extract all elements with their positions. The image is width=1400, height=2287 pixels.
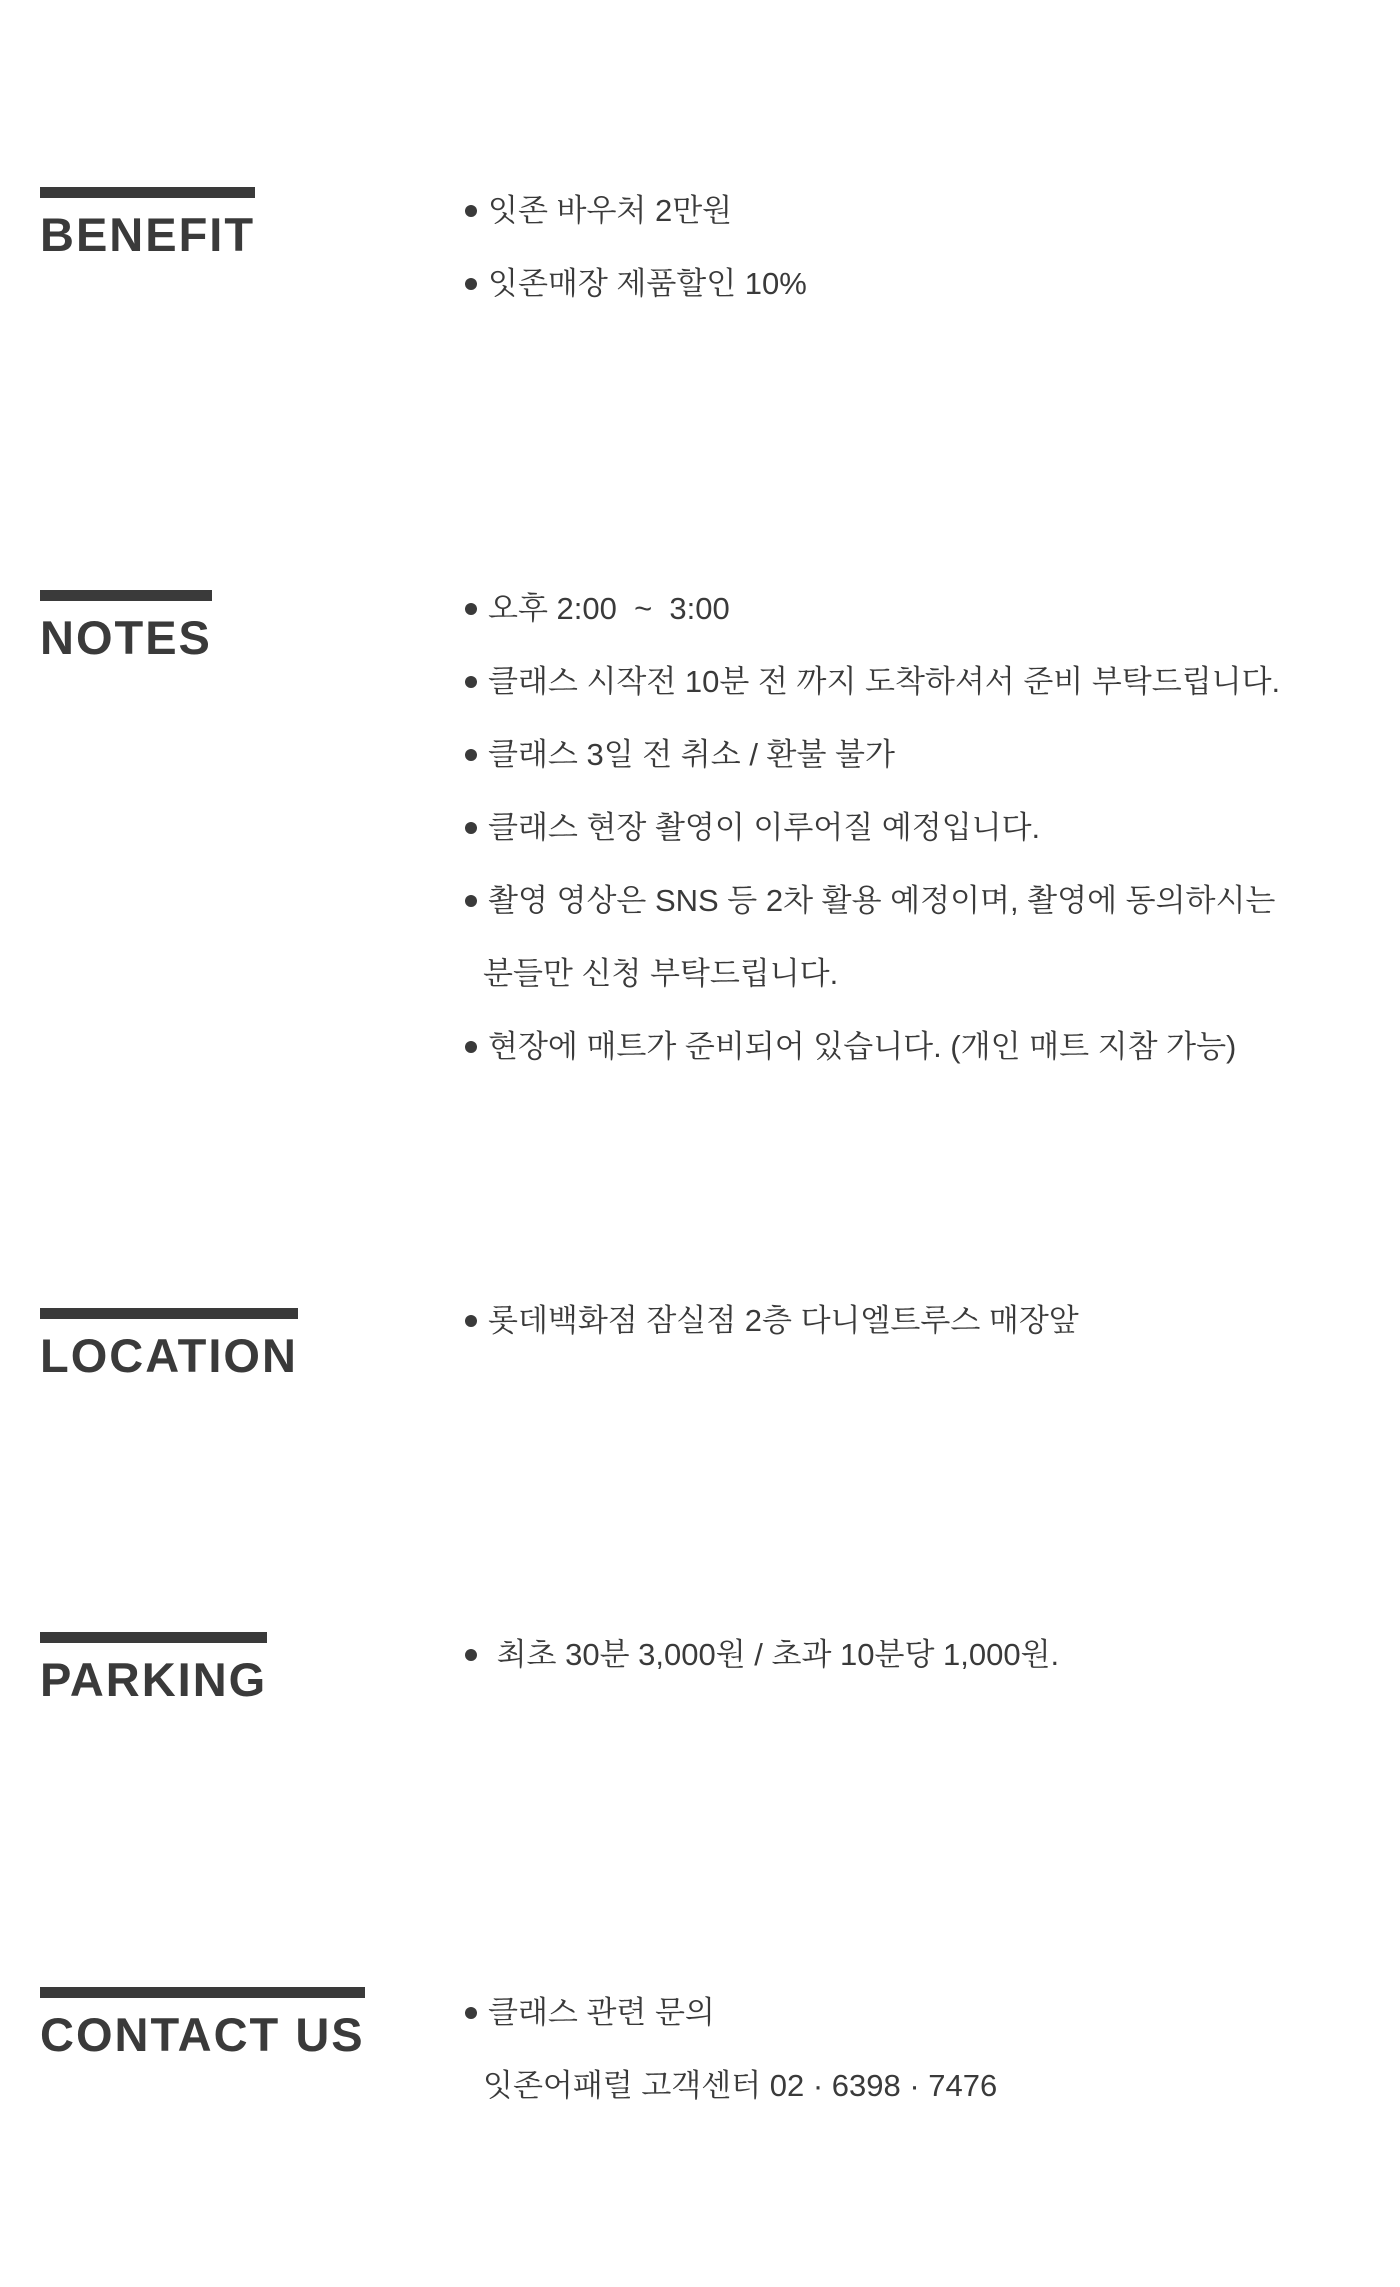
list-item (465, 174, 807, 247)
heading-bar (40, 1308, 298, 1319)
list-item (465, 1618, 1059, 1691)
list-item-text: 클래스 시작전 10분 전 까지 도착하셔서 준비 부탁드립니다. (488, 663, 1281, 699)
heading-bar (40, 1987, 365, 1998)
section-content-contact-us (465, 1976, 997, 2122)
section-title: LOCATION (40, 1329, 298, 1382)
heading-bar (40, 590, 212, 601)
section-content-benefit (465, 174, 807, 320)
heading-bar (40, 1632, 267, 1643)
list-item-continuation (465, 937, 1280, 1010)
list-item (465, 1010, 1280, 1083)
list-item (465, 247, 807, 320)
list-item-text: 롯데백화점 잠실점 2층 다니엘트루스 매장앞 (488, 1302, 1079, 1338)
section-content-parking (465, 1618, 1059, 1691)
list-item-text: 최초 30분 3,000원 / 초과 10분당 1,000원. (488, 1636, 1060, 1672)
section-title: CONTACT US (40, 2008, 365, 2061)
section-title: BENEFIT (40, 208, 256, 261)
list-item (465, 572, 1280, 645)
list-item (465, 1976, 997, 2049)
list-item-text: 잇존매장 제품할인 10% (488, 265, 807, 301)
section-title: NOTES (40, 611, 212, 664)
section-title: PARKING (40, 1653, 268, 1706)
list-item-text: 현장에 매트가 준비되어 있습니다. (개인 매트 지참 가능) (488, 1028, 1237, 1064)
section-heading-location (40, 1308, 298, 1382)
list-item-text: 잇존 바우처 2만원 (488, 192, 733, 228)
list-item (465, 791, 1280, 864)
bullet-icon (465, 1315, 477, 1327)
bullet-icon (465, 603, 477, 615)
list-item (465, 1284, 1079, 1357)
bullet-icon (465, 205, 477, 217)
section-heading-benefit (40, 187, 256, 261)
section-heading-notes (40, 590, 212, 664)
list-item-text: 잇존어패럴 고객센터 02 · 6398 · 7476 (483, 2067, 998, 2103)
bullet-icon (465, 822, 477, 834)
bullet-icon (465, 749, 477, 761)
section-heading-parking (40, 1632, 268, 1706)
list-item-text: 오후 2:00 ~ 3:00 (488, 590, 730, 626)
section-heading-contact-us (40, 1987, 365, 2061)
bullet-icon (465, 1041, 477, 1053)
list-item-text: 분들만 신청 부탁드립니다. (483, 955, 839, 991)
bullet-icon (465, 278, 477, 290)
list-item-text: 촬영 영상은 SNS 등 2차 활용 예정이며, 촬영에 동의하시는 (488, 882, 1276, 918)
list-item-continuation (465, 2049, 997, 2122)
list-item-text: 클래스 3일 전 취소 / 환불 불가 (488, 736, 895, 772)
list-item-text: 클래스 현장 촬영이 이루어질 예정입니다. (488, 809, 1041, 845)
bullet-icon (465, 895, 477, 907)
list-item (465, 645, 1280, 718)
list-item (465, 864, 1280, 937)
list-item (465, 718, 1280, 791)
section-content-location (465, 1284, 1079, 1357)
bullet-icon (465, 676, 477, 688)
list-item-text: 클래스 관련 문의 (488, 1994, 715, 2030)
bullet-icon (465, 2007, 477, 2019)
heading-bar (40, 187, 255, 198)
bullet-icon (465, 1649, 477, 1661)
section-content-notes (465, 572, 1280, 1083)
